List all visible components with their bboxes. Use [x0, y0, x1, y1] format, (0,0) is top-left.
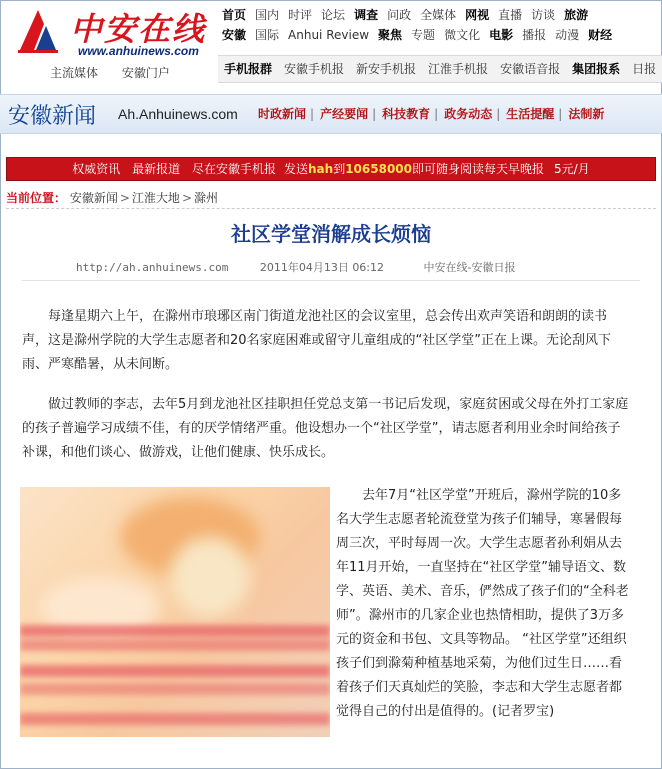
nav-link[interactable]: 微文化 — [444, 28, 481, 42]
photo-blur-shape — [170, 537, 250, 617]
banner-price: 5元/月 — [554, 162, 590, 176]
nav-link[interactable]: 问政 — [387, 8, 412, 22]
nav-row-2 — [222, 25, 662, 45]
channel-title[interactable]: 安徽新闻 — [8, 104, 97, 129]
breadcrumb-separator: > — [119, 191, 130, 205]
nav-divider: | — [372, 107, 377, 121]
banner-number: 10658000 — [345, 162, 412, 176]
article-source: 中安在线-安徽日报 — [423, 261, 516, 274]
mobile-paper-link[interactable]: 江淮手机报 — [428, 62, 489, 76]
channel-nav-link[interactable]: 时政新闻 — [258, 107, 307, 121]
channel-nav-link[interactable]: 生活提醒 — [506, 107, 555, 121]
article-source-url[interactable]: http://ah.anhuinews.com — [76, 261, 229, 274]
banner-code: hah — [308, 162, 334, 176]
nav-link[interactable]: 电影 — [489, 28, 514, 42]
nav-link[interactable]: 直播 — [498, 8, 523, 22]
mobile-paper-link[interactable]: 新安手机报 — [356, 62, 417, 76]
photo-blur-stripe — [20, 683, 330, 695]
nav-link[interactable]: 专题 — [411, 28, 436, 42]
nav-link[interactable]: 时评 — [288, 8, 313, 22]
mobile-paper-link[interactable]: 手机报群 — [224, 62, 273, 76]
nav-divider: | — [496, 107, 501, 121]
nav-link[interactable]: 安徽 — [222, 28, 247, 42]
banner-to: 到 — [333, 162, 346, 176]
nav-link[interactable]: Anhui Review — [288, 28, 370, 42]
nav-link[interactable]: 财经 — [588, 28, 613, 42]
banner-send: 发送 — [283, 162, 308, 176]
channel-nav-link[interactable]: 产经要闻 — [320, 107, 369, 121]
breadcrumb-item[interactable]: 滁州 — [194, 191, 219, 205]
nav-link[interactable]: 动漫 — [555, 28, 580, 42]
banner-item: 最新报道 — [132, 162, 181, 176]
banner-item: 尽在安徽手机报 — [191, 162, 276, 176]
article-paragraph-2: 做过教师的李志，去年5月到龙池社区挂职担任党总支第一书记后发现，家庭贫困或父母在外打工家庭的孩子普遍学习成绩不佳，有的厌学情绪严重。他设想办一个“社区学堂”，请志愿者利用业余时间给孩子补课，和他们谈心、做游戏，让他们健康、快乐成长。 — [22, 397, 629, 460]
logo-emblem-icon — [16, 6, 60, 54]
nav-link[interactable]: 论坛 — [321, 8, 346, 22]
photo-blur-stripe — [20, 713, 330, 725]
nav-row-1 — [222, 5, 662, 25]
top-nav — [222, 5, 662, 45]
meta-divider — [22, 280, 640, 281]
breadcrumb-item[interactable]: 安徽新闻 — [69, 191, 118, 205]
nav-link[interactable]: 聚焦 — [378, 28, 403, 42]
header-sublinks — [50, 64, 190, 81]
channel-nav-link[interactable]: 科技教育 — [382, 107, 431, 121]
breadcrumb-item[interactable]: 江淮大地 — [131, 191, 180, 205]
nav-link[interactable]: 访谈 — [531, 8, 556, 22]
channel-url[interactable]: Ah.Anhuinews.com — [118, 106, 238, 122]
article-meta — [76, 259, 515, 275]
sublink-mainstream[interactable]: 主流媒体 — [50, 66, 99, 80]
nav-link[interactable]: 播报 — [522, 28, 547, 42]
sublink-portal[interactable]: 安徽门户 — [121, 66, 170, 80]
nav-divider: | — [434, 107, 439, 121]
nav-divider: | — [310, 107, 315, 121]
channel-nav — [258, 105, 608, 122]
nav-link[interactable]: 网视 — [465, 8, 490, 22]
logo-text: 中安在线 — [70, 10, 207, 48]
channel-nav-link[interactable]: 政务动态 — [444, 107, 493, 121]
article-date: 2011年04月13日 06:12 — [259, 261, 385, 274]
mobile-paper-nav-bar — [218, 55, 662, 83]
banner-item: 权威资讯 — [72, 162, 121, 176]
promo-banner[interactable] — [6, 157, 656, 181]
nav-link[interactable]: 国内 — [255, 8, 280, 22]
logo-url: www.anhuinews.com — [78, 44, 199, 58]
mobile-paper-link[interactable]: 安徽语音报 — [500, 62, 561, 76]
mobile-paper-link[interactable]: 安徽手机报 — [284, 62, 345, 76]
nav-link[interactable]: 调查 — [354, 8, 379, 22]
article-photo — [20, 487, 330, 737]
breadcrumb — [6, 188, 656, 209]
channel-nav-link[interactable]: 法制新 — [568, 107, 605, 121]
photo-blur-stripe — [20, 625, 330, 637]
breadcrumb-label: 当前位置： — [6, 191, 67, 205]
nav-divider: | — [558, 107, 563, 121]
nav-link[interactable]: 旅游 — [564, 8, 589, 22]
photo-blur-stripe — [20, 665, 330, 677]
article-title: 社区学堂消解成长烦恼 — [231, 222, 431, 246]
breadcrumb-separator: > — [181, 191, 192, 205]
nav-link[interactable]: 国际 — [255, 28, 280, 42]
article-paragraph-3: 去年7月“社区学堂”开班后，滁州学院的10多名大学生志愿者轮流登堂为孩子们辅导，寒暑假每周三次，平时每周一次。大学生志愿者孙利娟从去年11月开始，一直坚持在“社区学堂”辅导语文、数学、英语、美术、音乐，俨然成了孩子们的“全科老师”。滁州市的几家企业也热情相助，提供了3万多元的资金和书包、文具等物品。 “社区学堂”还组织孩子们到滁菊种植基地采菊，为他们过生日……看着孩子们天真灿烂的笑脸，李志和大学生志愿者都觉得自己的付出是值得的。(记者罗宝) — [336, 488, 629, 719]
photo-blur-stripe — [20, 639, 330, 651]
article-paragraph-1: 每逢星期六上午，在滁州市琅琊区南门街道龙池社区的会议室里，总会传出欢声笑语和朗朗的读书声，这是滁州学院的大学生志愿者和20名家庭困难或留守儿童组成的“社区学堂”正在上课。无论刮风下雨、严寒酷暑，从未间断。 — [22, 309, 612, 372]
mobile-paper-link[interactable]: 集团报系 — [572, 62, 621, 76]
nav-link[interactable]: 首页 — [222, 8, 247, 22]
mobile-paper-link[interactable]: 日报 — [632, 62, 657, 76]
banner-rest: 即可随身阅读每天早晚报 — [412, 162, 545, 176]
channel-header — [0, 94, 662, 134]
nav-link[interactable]: 全媒体 — [420, 8, 457, 22]
